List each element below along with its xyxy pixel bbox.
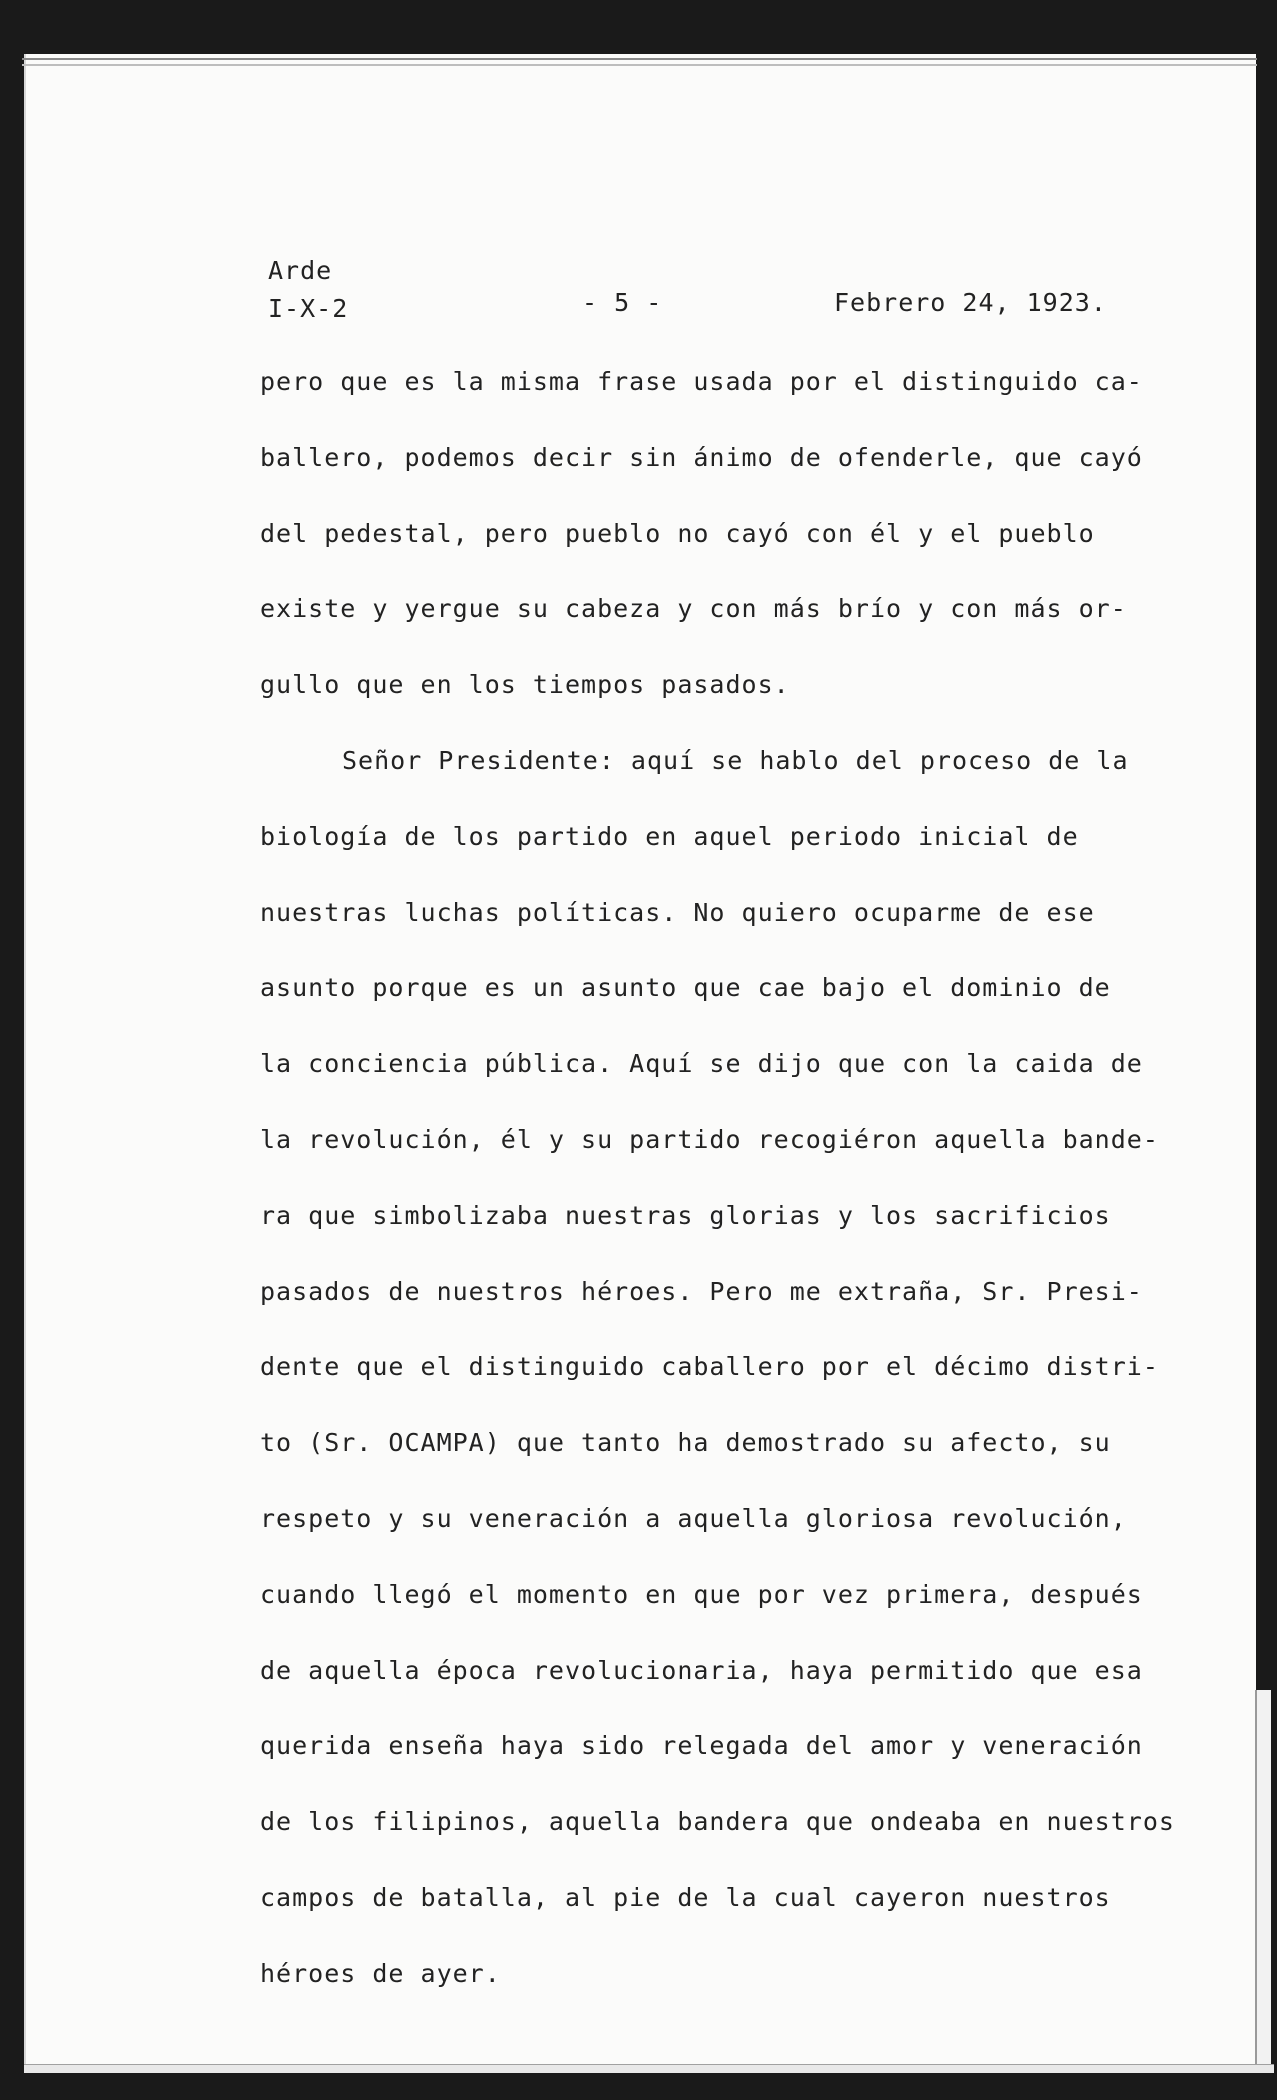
text-line: ballero, podemos decir sin ánimo de ofenderle, que cayó — [260, 442, 1143, 472]
text-line: biología de los partido en aquel periodo inicial de — [260, 821, 1079, 851]
page-number: - 5 - — [582, 288, 663, 317]
text-line: dente que el distinguido caballero por el décimo distri- — [260, 1352, 1159, 1382]
text-line: ra que simbolizaba nuestras glorias y los sacrificios — [260, 1200, 1111, 1230]
text-line: héroes de ayer. — [260, 1958, 501, 1988]
text-line: respeto y su veneración a aquella gloriosa revolución, — [260, 1503, 1127, 1533]
text-line: querida enseña haya sido relegada del amor y veneración — [260, 1731, 1143, 1761]
text-line: la conciencia pública. Aquí se dijo que con la caida de — [260, 1049, 1143, 1079]
text-line: pasados de nuestros héroes. Pero me extraña, Sr. Presi- — [260, 1276, 1143, 1306]
paragraph-start-line: Señor Presidente: aquí se hablo del proceso de la — [342, 745, 1129, 775]
text-line: to (Sr. OCAMPA) que tanto ha demostrado su afecto, su — [260, 1428, 1111, 1458]
text-line: pero que es la misma frase usada por el distinguido ca- — [260, 367, 1143, 396]
text-line: gullo que en los tiempos pasados. — [260, 670, 790, 700]
typed-transcript-body — [260, 364, 1175, 2032]
paper-bottom-edge — [24, 2064, 1274, 2073]
document-date: Febrero 24, 1923. — [834, 288, 1107, 317]
paper-right-edge — [1255, 1690, 1271, 2070]
reference-name: Arde — [268, 256, 333, 285]
text-line: nuestras luchas políticas. No quiero ocuparme de ese — [260, 897, 1095, 927]
text-line: cuando llegó el momento en que por vez primera, después — [260, 1579, 1143, 1609]
text-line: de los filipinos, aquella bandera que ondeaba en nuestros — [260, 1807, 1175, 1837]
text-line: de aquella época revolucionaria, haya permitido que esa — [260, 1655, 1143, 1685]
text-line: existe y yergue su cabeza y con más brío y con más or- — [260, 594, 1127, 624]
text-line: asunto porque es un asunto que cae bajo el dominio de — [260, 973, 1111, 1003]
text-line: campos de batalla, al pie de la cual cayeron nuestros — [260, 1882, 1111, 1912]
text-line: del pedestal, pero pueblo no cayó con él y el pueblo — [260, 518, 1095, 548]
paper-top-edge — [22, 58, 1257, 66]
document-reference — [268, 252, 348, 328]
text-line: la revolución, él y su partido recogiéron aquella bande- — [260, 1124, 1159, 1154]
reference-code: I-X-2 — [268, 294, 349, 323]
